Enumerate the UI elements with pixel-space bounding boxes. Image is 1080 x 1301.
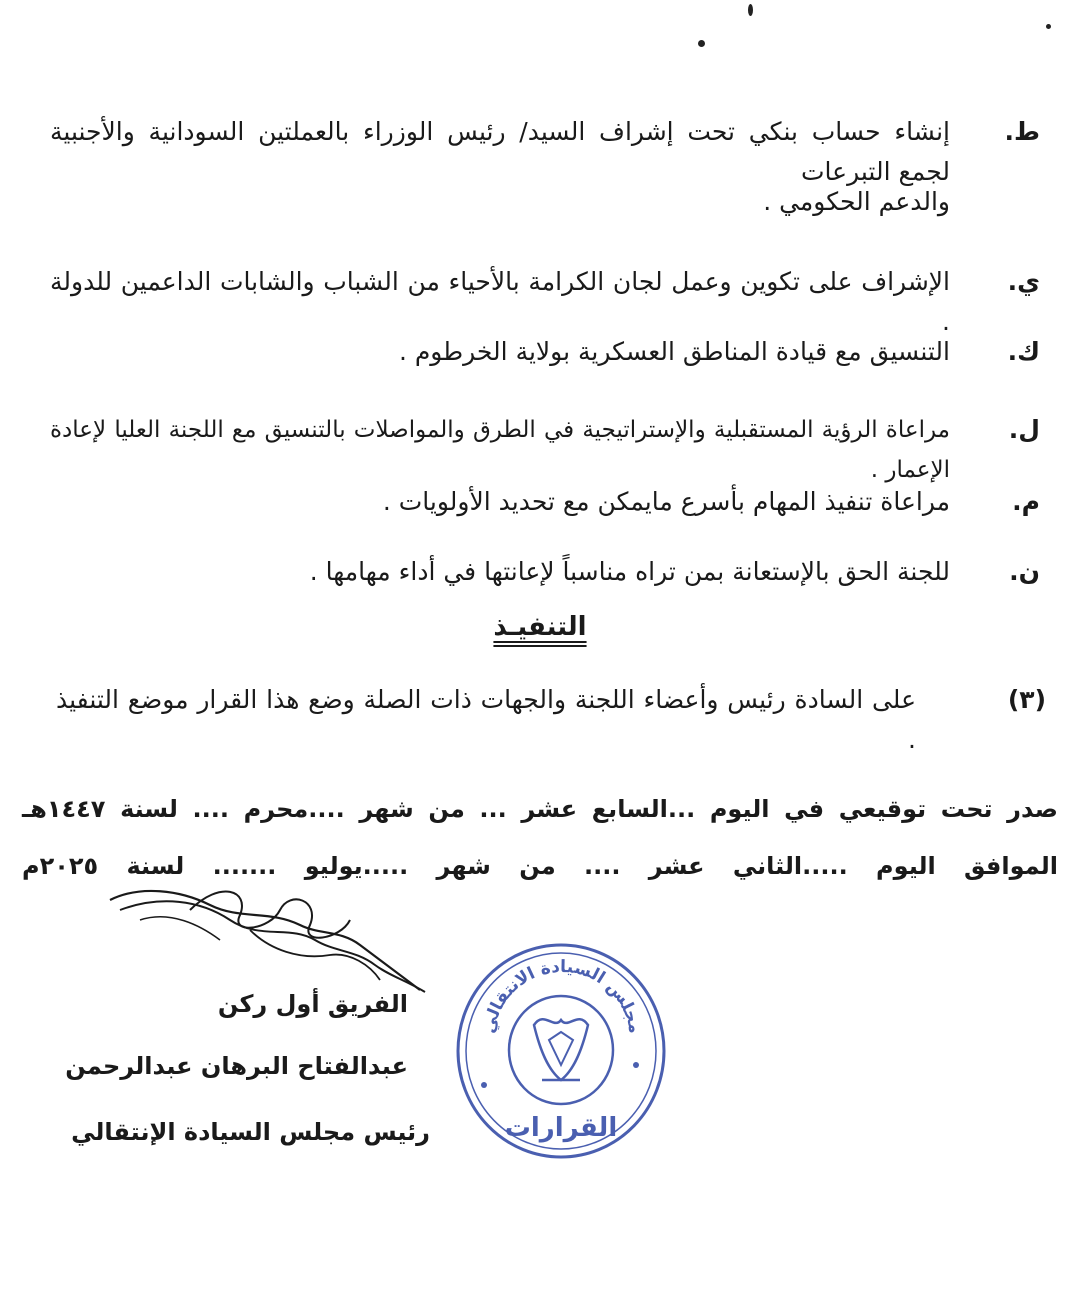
clause-number: م. <box>1012 487 1040 516</box>
signatory-name: عبدالفتاح البرهان عبدالرحمن <box>65 1052 408 1080</box>
signatory-title: رئيس مجلس السيادة الإنتقالي <box>71 1118 430 1146</box>
clause-item <box>50 482 1040 522</box>
official-seal <box>454 940 668 1162</box>
clause-number: ط. <box>1004 117 1040 146</box>
scan-speck <box>1046 24 1051 29</box>
seal-bottom-text: القرارات <box>504 1113 618 1143</box>
clause-number: ل. <box>1008 415 1040 444</box>
execution-heading: التنفيـذ <box>493 612 587 642</box>
clause-number: (٣) <box>1007 685 1046 714</box>
clause-number: ن. <box>1009 557 1040 586</box>
execution-text: على السادة رئيس وأعضاء اللجنة والجهات ذات الصلة وضع هذا القرار موضع التنفيذ . <box>56 685 916 754</box>
clause-item <box>50 262 1040 336</box>
clause-text: التنسيق مع قيادة المناطق العسكرية بولاية الخرطوم . <box>398 337 950 366</box>
clause-item <box>50 410 1040 483</box>
clause-text: للجنة الحق بالإستعانة بمن تراه مناسباً لإعانتها في أداء مهامها . <box>309 557 950 586</box>
handwritten-signature <box>100 880 440 1000</box>
clause-number: ك. <box>1007 337 1040 366</box>
seal-top-text: مجلس السيادة الانتقالي <box>479 956 645 1036</box>
execution-clause <box>56 680 1046 754</box>
hijri-date-line: صدر تحت توقيعي في اليوم ...السابع عشر ... من شهر ....محرم .... لسنة ١٤٤٧هـ <box>22 795 1058 823</box>
clause-item <box>50 552 1040 592</box>
scan-speck <box>698 40 705 47</box>
scan-speck <box>748 4 753 16</box>
clause-text-continued: والدعم الحكومي . <box>763 187 950 216</box>
clause-item <box>50 332 1040 372</box>
signatory-rank: الفريق أول ركن <box>217 990 408 1018</box>
clause-text: مراعاة تنفيذ المهام بأسرع مايمكن مع تحديد الأولويات . <box>382 487 950 516</box>
clause-number: ي. <box>1007 267 1040 296</box>
clause-item <box>50 112 1040 222</box>
clause-text: الإشراف على تكوين وعمل لجان الكرامة بالأحياء من الشباب والشابات الداعمين للدولة . <box>50 267 950 336</box>
gregorian-date-line: الموافق اليوم .....الثاني عشر .... من شهر .....يوليو ....... لسنة ٢٠٢٥م <box>22 852 1058 880</box>
clause-text: مراعاة الرؤية المستقبلية والإستراتيجية في الطرق والمواصلات بالتنسيق مع اللجنة العليا لإعادة الإعمار . <box>50 417 950 483</box>
clause-text: إنشاء حساب بنكي تحت إشراف السيد/ رئيس الوزراء بالعملتين السودانية والأجنبية لجمع التبرعات <box>50 117 950 186</box>
